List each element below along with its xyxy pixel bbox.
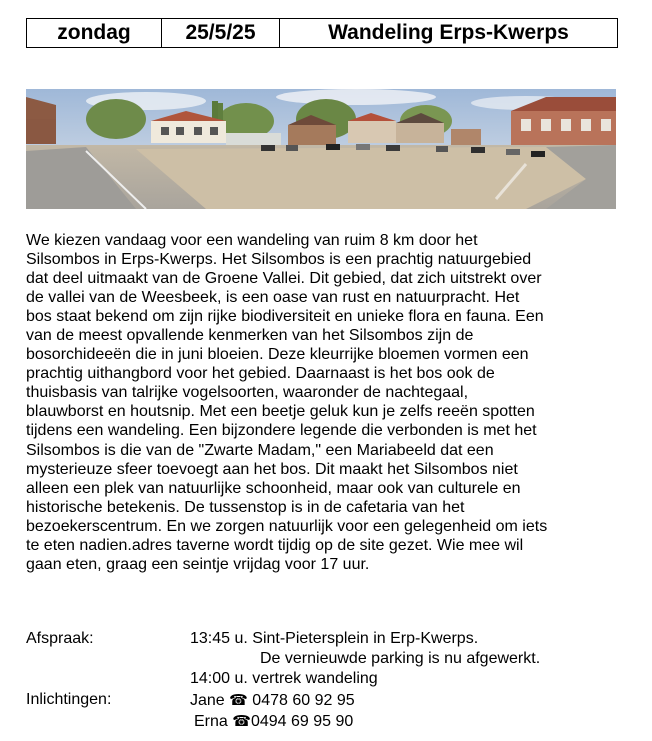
phone-icon: ☎ — [229, 691, 248, 709]
village-square-photo — [26, 89, 616, 209]
description-line: de vallei van de Weesbeek, is een oase van rust en natuurpracht. Het — [26, 289, 520, 307]
description-line: thuisbasis van talrijke vogelsoorten, waaronder de nachtegaal, — [26, 384, 469, 402]
header-title: Wandeling Erps-Kwerps — [328, 21, 569, 44]
description-line: Silsombos in Erps-Kwerps. Het Silsombos is een prachtig natuurgebied — [26, 251, 532, 269]
description-line: mysterieuze sfeer toevoegt aan het bos. Dit maakt het Silsombos niet — [26, 460, 518, 478]
description-line: We kiezen vandaag voor een wandeling van ruim 8 km door het — [26, 232, 478, 249]
description-line: alleen een plek van natuurlijke schoonheid, maar ook van culturele en — [26, 479, 521, 497]
appointment-parking-note: De vernieuwde parking is nu afgewerkt. — [260, 650, 541, 667]
contact-2 — [194, 711, 353, 732]
description-text — [26, 231, 626, 574]
departure-time: 14:00 u. vertrek wandeling — [190, 670, 378, 687]
contact-2-name: Erna — [194, 713, 228, 730]
appointment-label: Afspraak: — [26, 630, 94, 647]
description-line: blauwborst en houtsnip. Met een beetje geluk kun je zelfs reeën spotten — [26, 403, 535, 421]
description-line: tijdens een wandeling. Een bijzondere legende die verbonden is met het — [26, 422, 537, 440]
description-line: Silsombos is die van de "Zwarte Madam," een Mariabeeld dat een — [26, 441, 494, 459]
contact-2-phone: 0494 69 95 90 — [250, 713, 354, 730]
contact-1-name: Jane — [190, 692, 225, 709]
description-line: historische betekenis. De tussenstop is in de cafetaria van het — [26, 498, 465, 516]
description-line: dat deel uitmaakt van de Groene Vallei. Dit gebied, dat zich uitstrekt over — [26, 270, 542, 288]
header-table — [26, 18, 618, 48]
appointment-time: 13:45 u. Sint-Pietersplein in Erp-Kwerps. — [190, 630, 479, 647]
contact-label: Inlichtingen: — [26, 691, 112, 708]
contact-1-phone: 0478 60 92 95 — [252, 692, 355, 709]
description-line: gaan eten, graag een seintje vrijdag voor 17 uur. — [26, 555, 370, 573]
header-date: 25/5/25 — [162, 19, 280, 47]
description-line: bezoekerscentrum. En we zorgen natuurlijk voor een gelegenheid om iets — [26, 517, 548, 535]
description-line: bos staat bekend om zijn rijke biodiversiteit en unieke flora en fauna. Een — [26, 308, 544, 326]
header-day: zondag — [27, 19, 162, 47]
contact-1 — [190, 690, 355, 711]
phone-icon: ☎ — [232, 712, 251, 730]
description-line: bosorchideeën die in juni bloeien. Deze kleurrijke bloemen vormen een — [26, 346, 529, 364]
description-line: prachtig uithangbord voor het gebied. Daarnaast is het bos ook de — [26, 365, 495, 383]
description-line: van de meest opvallende kenmerken van het Silsombos zijn de — [26, 327, 474, 345]
description-line: te eten nadien.adres taverne wordt tijdig op de site gezet. Wie mee wil — [26, 536, 524, 554]
